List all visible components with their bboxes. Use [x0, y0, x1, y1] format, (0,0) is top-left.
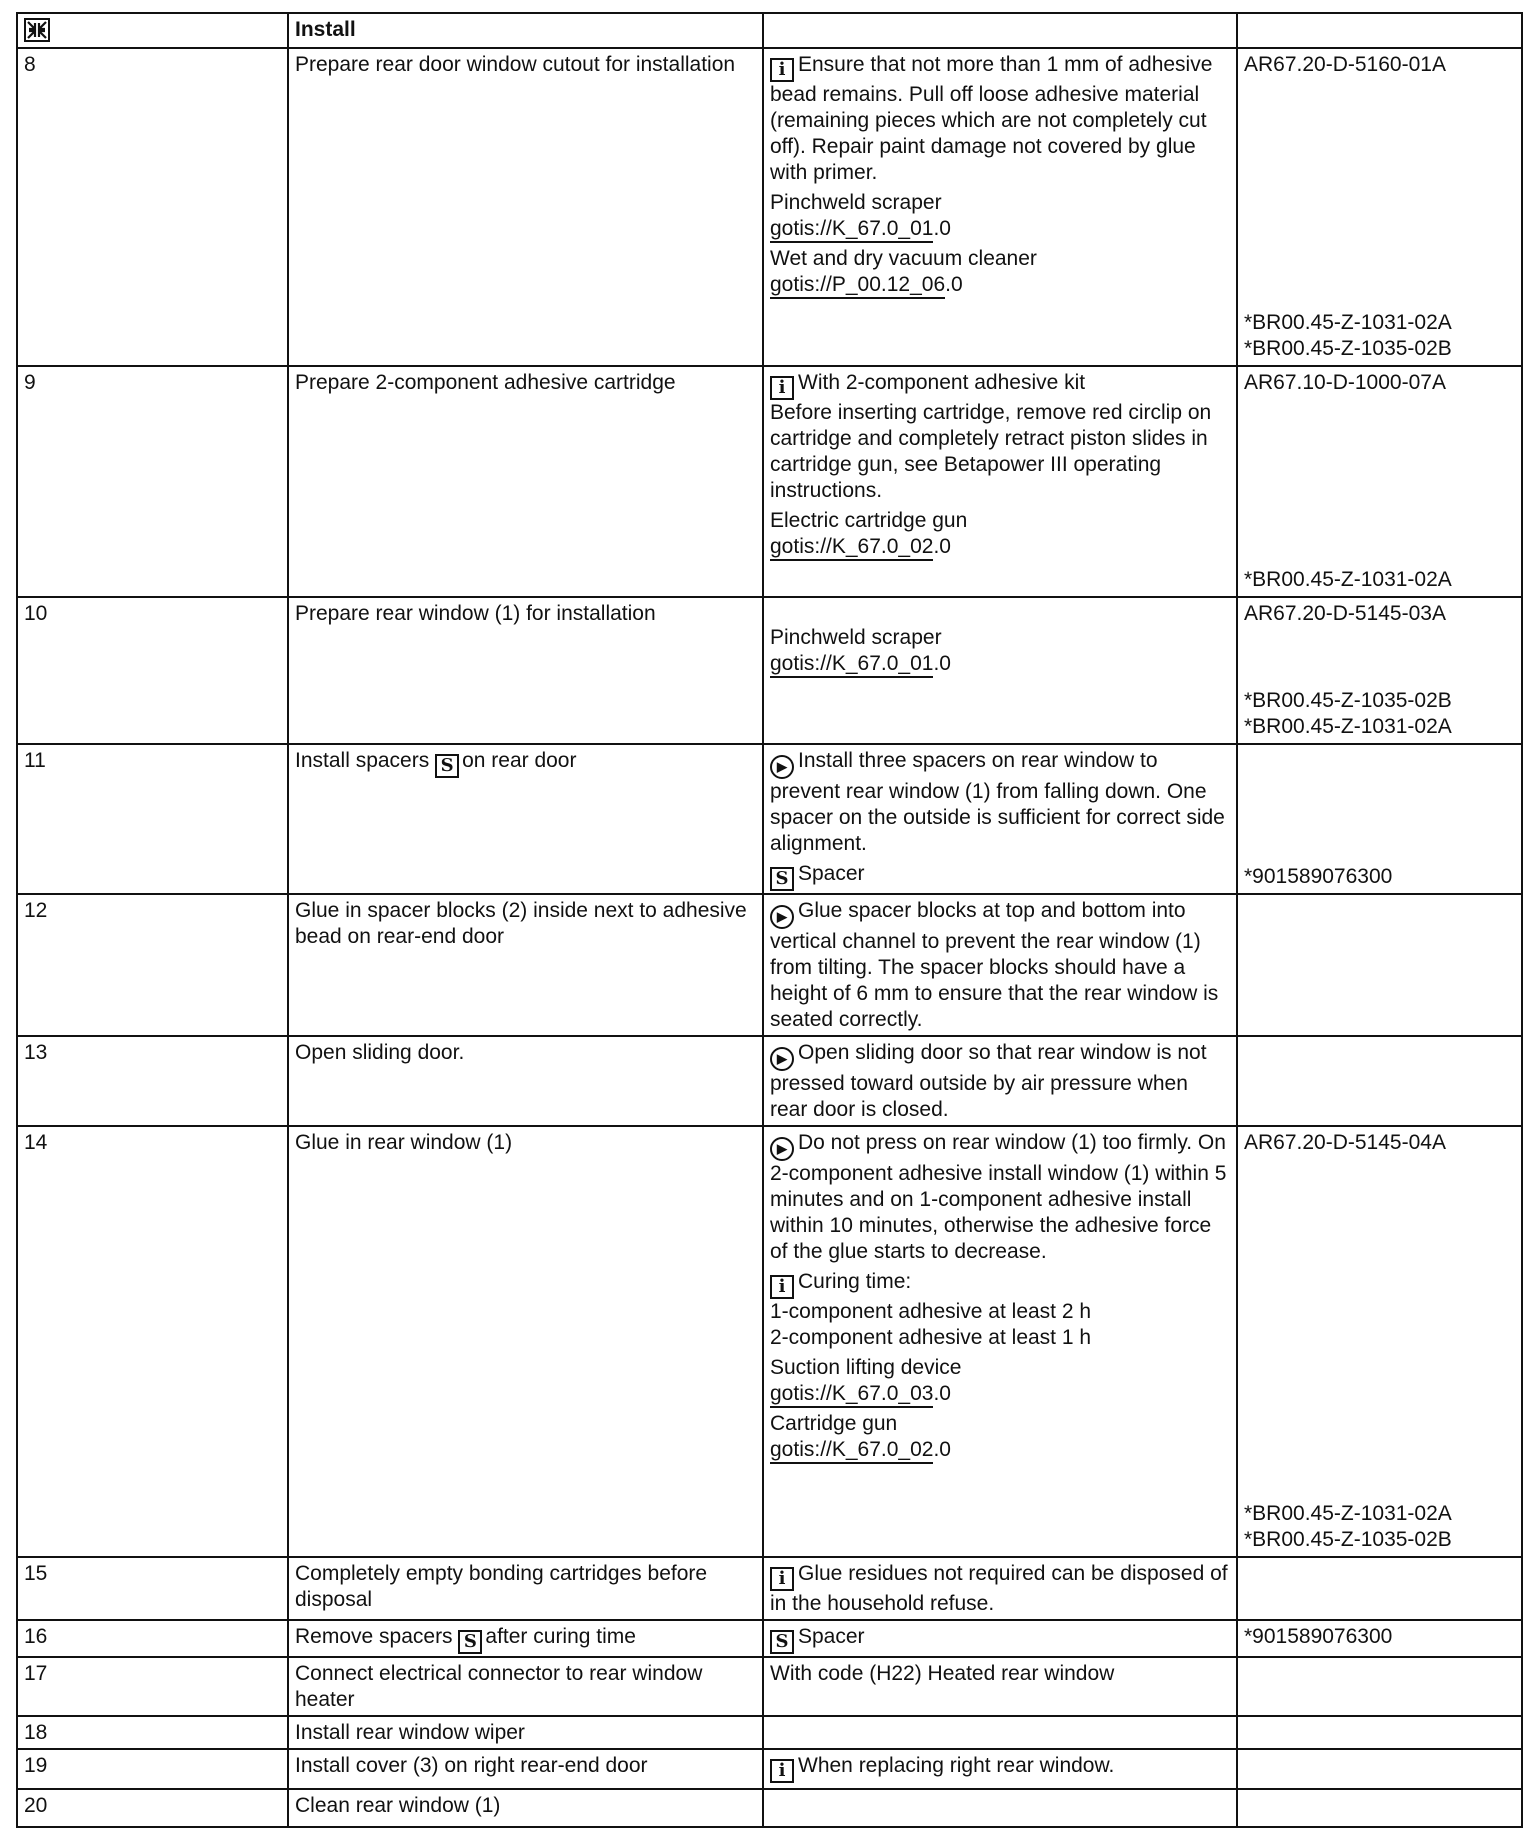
note-text: Glue residues not required can be disposed of in the household refuse.: [770, 1562, 1228, 1615]
note-block: [770, 190, 1230, 242]
tool-link-suffix: .0: [933, 1438, 951, 1461]
doc-reference[interactable]: AR67.10-D-1000-07A: [1244, 371, 1446, 394]
step-number: 16: [17, 1620, 288, 1657]
doc-refs: [1244, 52, 1515, 362]
step-number: 8: [17, 48, 288, 366]
note-block: [770, 1661, 1230, 1687]
doc-reference[interactable]: *901589076300: [1244, 1625, 1393, 1648]
tool-link-suffix: .0: [945, 273, 963, 296]
step-description: [288, 1789, 763, 1827]
step-number: 20: [17, 1789, 288, 1827]
notes-cell: [763, 744, 1237, 894]
table-row: [17, 1716, 1522, 1749]
info-icon: i: [770, 1759, 794, 1783]
note-text: Do not press on rear window (1) too firmly. On 2-component adhesive install window (1) within 5 minutes and on 1-component adhesive install within 10 minutes, otherwise the adhesive force of the glue starts to decrease.: [770, 1131, 1227, 1263]
info-icon: i: [770, 1567, 794, 1591]
notes-cell: [763, 1126, 1237, 1557]
spacer-icon: S: [770, 867, 794, 891]
step-number: 10: [17, 597, 288, 744]
step-text: Connect electrical connector to rear window heater: [295, 1662, 703, 1711]
step-description: [288, 744, 763, 894]
note-block: [770, 508, 1230, 560]
table-row: [17, 1557, 1522, 1620]
step-number: 9: [17, 366, 288, 597]
tool-name: Wet and dry vacuum cleaner: [770, 247, 1037, 270]
tool-link-suffix: .0: [933, 1382, 951, 1405]
note-text: Glue spacer blocks at top and bottom into vertical channel to prevent the rear window (1) from tilting. The spacer blocks should have a height of 6 mm to ensure that the rear window is seated correctly.: [770, 899, 1219, 1031]
note-text: When replacing right rear window.: [798, 1754, 1115, 1777]
note-block: [770, 1411, 1230, 1463]
install-symbol-icon: [24, 18, 50, 42]
note-block: [770, 1130, 1230, 1265]
notes-cell: [763, 366, 1237, 597]
notes-cell: [763, 597, 1237, 744]
step-number: 18: [17, 1716, 288, 1749]
tool-link-url[interactable]: gotis://K_67.0_01: [770, 652, 933, 678]
doc-reference[interactable]: AR67.20-D-5145-03A: [1244, 602, 1446, 625]
step-text: Install cover (3) on right rear-end door: [295, 1754, 648, 1777]
doc-reference[interactable]: *BR00.45-Z-1035-02B: [1244, 337, 1452, 360]
note-icon: ▶: [770, 905, 794, 929]
tool-link-url[interactable]: gotis://K_67.0_02: [770, 535, 933, 561]
step-description: [288, 1557, 763, 1620]
info-icon: i: [770, 58, 794, 82]
tool-link-url[interactable]: gotis://K_67.0_01: [770, 217, 933, 243]
note-block: [770, 370, 1230, 504]
step-text: Prepare rear window (1) for installation: [295, 602, 656, 625]
step-number: 12: [17, 894, 288, 1036]
doc-refs: [1244, 1040, 1515, 1122]
step-description: [288, 48, 763, 366]
doc-reference[interactable]: *901589076300: [1244, 865, 1393, 888]
tool-link-suffix: .0: [933, 535, 951, 558]
step-number: 17: [17, 1657, 288, 1716]
doc-reference[interactable]: *BR00.45-Z-1031-02A: [1244, 568, 1452, 591]
doc-refs-cell: [1237, 48, 1522, 366]
note-text: Spacer: [798, 862, 865, 885]
note-icon: ▶: [770, 1047, 794, 1071]
doc-refs: [1244, 601, 1515, 740]
doc-refs: [1244, 1130, 1515, 1553]
note-block: [770, 1355, 1230, 1407]
tool-link[interactable]: [770, 651, 1230, 677]
note-text: Install three spacers on rear window to prevent rear window (1) from falling down. One spacer on the outside is sufficient for correct side alignment.: [770, 749, 1225, 855]
doc-reference[interactable]: *BR00.45-Z-1031-02A: [1244, 1502, 1452, 1525]
doc-reference[interactable]: *BR00.45-Z-1035-02B: [1244, 689, 1452, 712]
tool-link-url[interactable]: gotis://P_00.12_06: [770, 273, 945, 299]
note-block: [770, 898, 1230, 1033]
doc-refs: [1244, 1561, 1515, 1614]
tool-link-url[interactable]: gotis://K_67.0_03: [770, 1382, 933, 1408]
header-icon-cell: [17, 13, 288, 48]
notes-cell: [763, 1657, 1237, 1716]
note-text: Curing time: 1-component adhesive at least 2 h 2-component adhesive at least 1 h: [770, 1270, 1092, 1349]
spacer-icon: S: [458, 1630, 482, 1654]
step-text: Prepare 2-component adhesive cartridge: [295, 371, 676, 394]
doc-reference[interactable]: *BR00.45-Z-1031-02A: [1244, 715, 1452, 738]
doc-refs: [1244, 748, 1515, 890]
doc-refs: [1244, 1753, 1515, 1785]
tool-link[interactable]: [770, 1437, 1230, 1463]
tool-link-url[interactable]: gotis://K_67.0_02: [770, 1438, 933, 1464]
step-description: [288, 1036, 763, 1126]
tool-link[interactable]: [770, 272, 1230, 298]
step-number: 11: [17, 744, 288, 894]
table-row: [17, 1657, 1522, 1716]
notes-cell: [763, 1716, 1237, 1749]
note-block: [770, 748, 1230, 857]
notes-cell: [763, 1789, 1237, 1827]
table-row: [17, 744, 1522, 894]
tool-link-suffix: .0: [933, 652, 951, 675]
doc-refs-cell: [1237, 1716, 1522, 1749]
procedure-table: [16, 12, 1523, 1828]
notes-cell: [763, 1749, 1237, 1789]
doc-refs-cell: [1237, 1789, 1522, 1827]
note-block: [770, 246, 1230, 298]
spacer-icon: S: [770, 1630, 794, 1654]
doc-refs-cell: [1237, 1657, 1522, 1716]
tool-name: Cartridge gun: [770, 1412, 898, 1435]
doc-reference[interactable]: AR67.20-D-5160-01A: [1244, 53, 1446, 76]
step-text: Clean rear window (1): [295, 1794, 501, 1817]
notes-cell: [763, 894, 1237, 1036]
doc-refs-cell: [1237, 894, 1522, 1036]
step-number: 19: [17, 1749, 288, 1789]
doc-refs: [1244, 898, 1515, 1029]
step-text-post: on rear door: [462, 749, 577, 772]
note-block: [770, 625, 1230, 677]
table-row: [17, 366, 1522, 597]
tool-name: Suction lifting device: [770, 1356, 962, 1379]
tool-link-suffix: .0: [933, 217, 951, 240]
header-doc-cell: [1237, 13, 1522, 48]
header-title: Install: [288, 13, 763, 48]
notes-cell: [763, 1620, 1237, 1657]
step-text: Glue in rear window (1): [295, 1131, 513, 1154]
doc-refs: [1244, 1624, 1515, 1652]
notes-cell: [763, 48, 1237, 366]
table-row: [17, 48, 1522, 366]
note-block: [770, 1753, 1230, 1783]
step-text-pre: Remove spacers: [295, 1625, 453, 1648]
note-text: With code (H22) Heated rear window: [770, 1662, 1115, 1685]
doc-refs-cell: [1237, 366, 1522, 597]
doc-refs: [1244, 1720, 1515, 1744]
step-description: [288, 1749, 763, 1789]
doc-refs-cell: [1237, 597, 1522, 744]
note-block: [770, 1269, 1230, 1351]
tool-name: Electric cartridge gun: [770, 509, 968, 532]
step-text: Glue in spacer blocks (2) inside next to adhesive bead on rear-end door: [295, 899, 747, 948]
step-description: [288, 894, 763, 1036]
header-notes-cell: [763, 13, 1237, 48]
notes-cell: [763, 1557, 1237, 1620]
doc-reference[interactable]: *BR00.45-Z-1031-02A: [1244, 311, 1452, 334]
step-text: Open sliding door.: [295, 1041, 465, 1064]
notes-cell: [763, 1036, 1237, 1126]
note-text: Ensure that not more than 1 mm of adhesive bead remains. Pull off loose adhesive material (remaining pieces which are not completely cut off). Repair paint damage not covered by glue with primer.: [770, 53, 1213, 184]
doc-reference[interactable]: AR67.20-D-5145-04A: [1244, 1131, 1446, 1154]
doc-reference[interactable]: *BR00.45-Z-1035-02B: [1244, 1528, 1452, 1551]
info-icon: i: [770, 376, 794, 400]
step-number: 13: [17, 1036, 288, 1126]
doc-refs-cell: [1237, 744, 1522, 894]
step-text: Install rear window wiper: [295, 1721, 525, 1744]
tool-link[interactable]: [770, 216, 1230, 242]
step-description: [288, 1126, 763, 1557]
table-row: [17, 894, 1522, 1036]
table-row: [17, 1126, 1522, 1557]
table-row: [17, 1789, 1522, 1827]
note-block: [770, 52, 1230, 186]
tool-name: Pinchweld scraper: [770, 626, 942, 649]
step-text: Prepare rear door window cutout for installation: [295, 53, 736, 76]
note-icon: ▶: [770, 755, 794, 779]
doc-refs-cell: [1237, 1620, 1522, 1657]
step-number: 14: [17, 1126, 288, 1557]
doc-refs: [1244, 1661, 1515, 1704]
note-block: [770, 861, 1230, 891]
table-row: [17, 1036, 1522, 1126]
note-text: With 2-component adhesive kit Before inserting cartridge, remove red circlip on cartridge and completely retract piston slides in cartridge gun, see Betapower III operating instructions.: [770, 371, 1212, 502]
step-description: [288, 366, 763, 597]
tool-link[interactable]: [770, 1381, 1230, 1407]
step-description: [288, 1620, 763, 1657]
doc-refs-cell: [1237, 1036, 1522, 1126]
note-text: Spacer: [798, 1625, 865, 1648]
doc-refs-cell: [1237, 1126, 1522, 1557]
table-row: [17, 1749, 1522, 1789]
table-row: [17, 597, 1522, 744]
step-text-pre: Install spacers: [295, 749, 430, 772]
table-row: [17, 1620, 1522, 1657]
step-number: 15: [17, 1557, 288, 1620]
step-description: [288, 1657, 763, 1716]
doc-refs: [1244, 1793, 1515, 1823]
tool-name: Pinchweld scraper: [770, 191, 942, 214]
step-description: [288, 1716, 763, 1749]
doc-refs-cell: [1237, 1749, 1522, 1789]
doc-refs-cell: [1237, 1557, 1522, 1620]
note-block: [770, 1624, 1230, 1654]
doc-refs: [1244, 370, 1515, 593]
note-icon: ▶: [770, 1137, 794, 1161]
note-text: Open sliding door so that rear window is not pressed toward outside by air pressure when rear door is closed.: [770, 1041, 1207, 1121]
step-text-post: after curing time: [485, 1625, 636, 1648]
step-text: Completely empty bonding cartridges before disposal: [295, 1562, 708, 1611]
tool-link[interactable]: [770, 534, 1230, 560]
note-block: [770, 1561, 1230, 1617]
info-icon: i: [770, 1275, 794, 1299]
note-block: [770, 1040, 1230, 1123]
header-row: [17, 13, 1522, 48]
step-description: [288, 597, 763, 744]
spacer-icon: S: [435, 754, 459, 778]
